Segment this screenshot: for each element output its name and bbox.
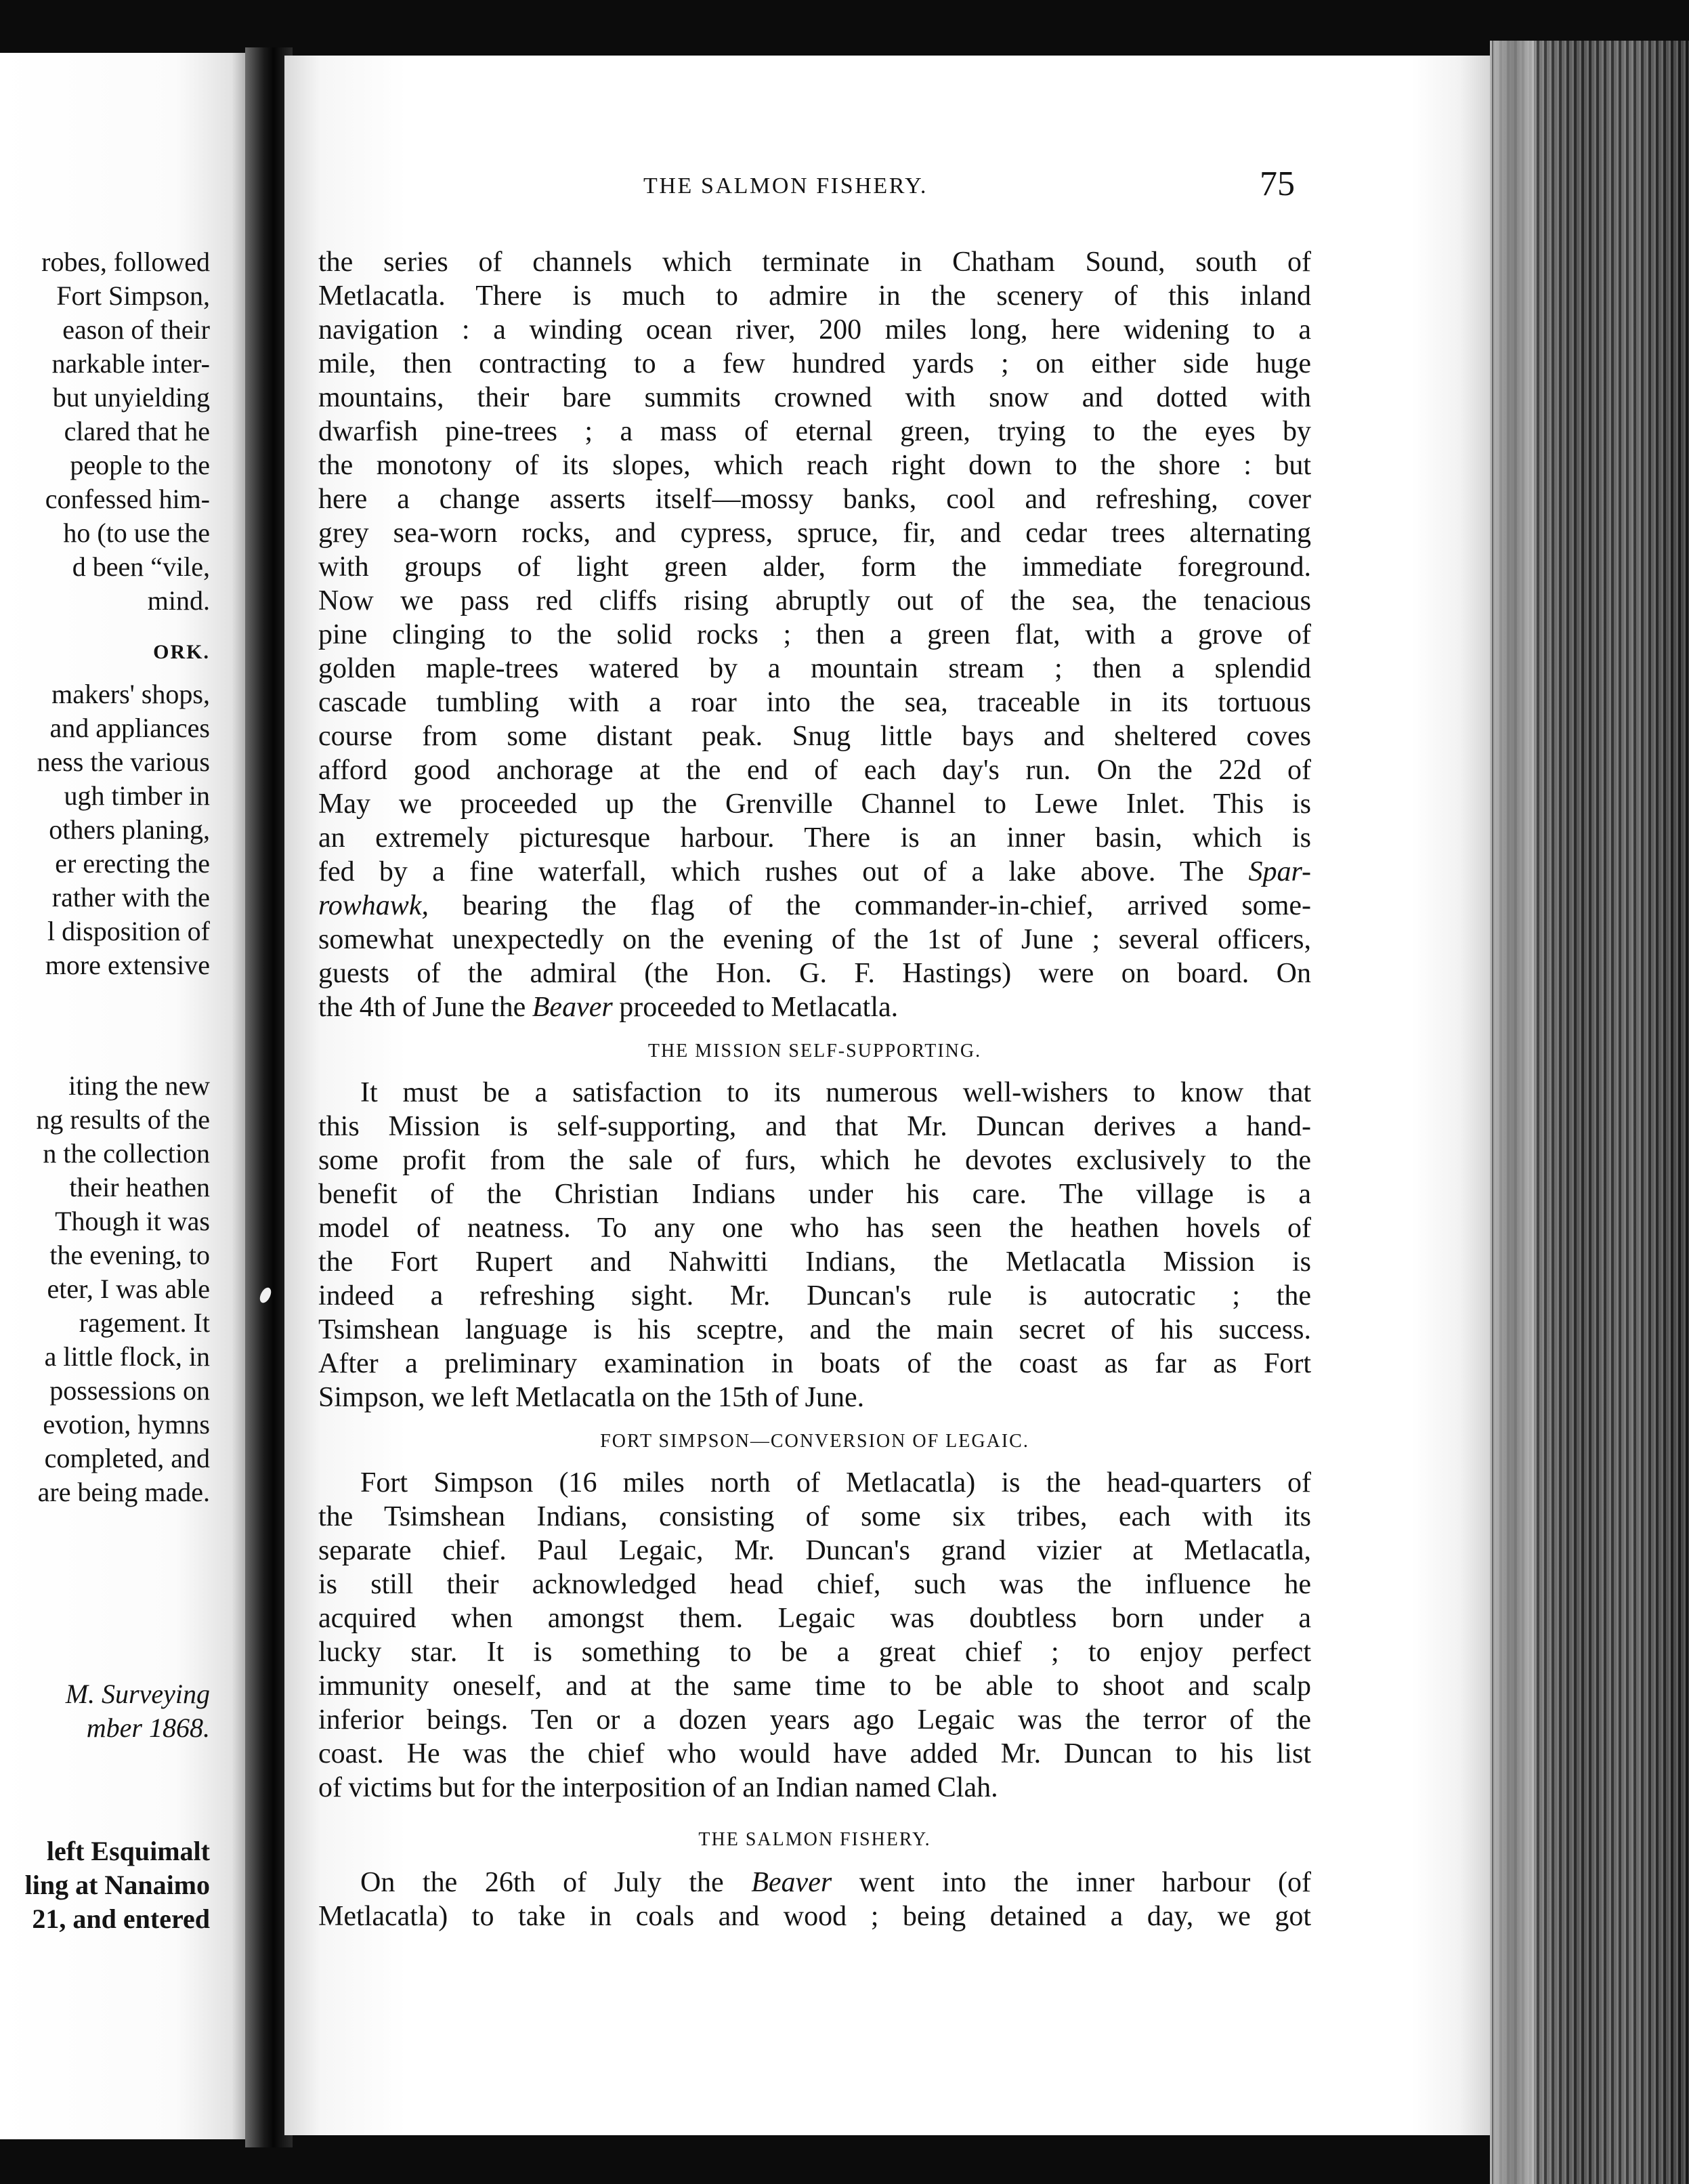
facing-page-line: and appliances <box>49 713 210 743</box>
section-heading: FORT SIMPSON—CONVERSION OF LEGAIC. <box>600 1431 1029 1452</box>
text-line: Metlacatla) to take in coals and wood ; being detained a day, we got <box>318 1901 1311 1932</box>
facing-page-line: left Esquimalt <box>46 1836 210 1866</box>
facing-page-line: ng results of the <box>36 1104 210 1135</box>
text-line: course from some distant peak. Snug little bays and sheltered coves <box>318 721 1311 752</box>
text-line: with groups of light green alder, form the immediate foreground. <box>318 551 1311 583</box>
text-line: Now we pass red cliffs rising abruptly out of the sea, the tenacious <box>318 585 1311 616</box>
facing-page-line: possessions on <box>49 1375 210 1406</box>
facing-page-line: eason of their <box>62 314 210 345</box>
text-line: an extremely picturesque harbour. There is an inner basin, which is <box>318 822 1311 854</box>
text-line: Fort Simpson (16 miles north of Metlacatla) is the head-quarters of <box>360 1467 1311 1498</box>
facing-page-line: 21, and entered <box>32 1904 210 1934</box>
text-line: mountains, their bare summits crowned with snow and dotted with <box>318 382 1311 413</box>
text-line: immunity oneself, and at the same time to be able to shoot and scalp <box>318 1671 1311 1702</box>
text-run: proceeded to Metlacatla. <box>612 992 899 1023</box>
text-run: the 4th of June the <box>318 992 532 1023</box>
text-line: acquired when amongst them. Legaic was doubtless born under a <box>318 1603 1311 1634</box>
text-line: some profit from the sale of furs, which he devotes exclusively to the <box>318 1145 1311 1176</box>
facing-page-line: a little flock, in <box>44 1341 210 1372</box>
text-line: indeed a refreshing sight. Mr. Duncan's rule is autocratic ; the <box>318 1280 1311 1311</box>
facing-page-line: ugh timber in <box>64 780 210 811</box>
facing-page-line: their heathen <box>69 1172 210 1202</box>
text-line <box>318 855 1311 889</box>
facing-page-line: confessed him- <box>45 484 210 514</box>
facing-page-line: ragement. It <box>79 1307 210 1338</box>
text-line: guests of the admiral (the Hon. G. F. Hastings) were on board. On <box>318 958 1311 989</box>
text-line: benefit of the Christian Indians under his care. The village is a <box>318 1179 1311 1210</box>
facing-page-line: are being made. <box>37 1477 210 1507</box>
text-line: cascade tumbling with a roar into the sea, traceable in its tortuous <box>318 687 1311 718</box>
facing-page-line: completed, and <box>44 1443 210 1473</box>
facing-page-line: Though it was <box>55 1206 210 1236</box>
facing-page-line: d been “vile, <box>72 551 210 582</box>
facing-page-line: ling at Nanaimo <box>24 1870 210 1900</box>
running-head: THE SALMON FISHERY. <box>643 173 928 198</box>
ship-name-italic: rowhawk, <box>318 890 429 921</box>
facing-page-line: more extensive <box>45 950 210 980</box>
text-line: lucky star. It is something to be a great chief ; to enjoy perfect <box>318 1637 1311 1668</box>
facing-page-line: makers' shops, <box>51 679 210 709</box>
facing-page-line: mind. <box>147 585 210 616</box>
text-run: bearing the flag of the commander-in-chief, arrived some- <box>428 890 1311 921</box>
facing-page-line: but unyielding <box>52 382 210 413</box>
facing-page-line: Fort Simpson, <box>56 280 210 311</box>
text-line: dwarfish pine-trees ; a mass of eternal green, trying to the eyes by <box>318 416 1311 447</box>
facing-page-line: ORK. <box>153 641 210 663</box>
facing-page-line: mber 1868. <box>86 1713 210 1743</box>
facing-page-line: evotion, hymns <box>43 1409 210 1440</box>
facing-page-line: ho (to use the <box>63 518 210 548</box>
text-line: the monotony of its slopes, which reach right down to the shore : but <box>318 450 1311 481</box>
text-line: the Fort Rupert and Nahwitti Indians, the Metlacatla Mission is <box>318 1246 1311 1278</box>
ship-name-italic: Beaver <box>532 992 613 1023</box>
facing-page-line: M. Surveying <box>65 1679 210 1709</box>
ship-name-italic: Spar- <box>1248 856 1311 887</box>
facing-page-line: rather with the <box>51 882 210 912</box>
text-line: May we proceeded up the Grenville Channel to Lewe Inlet. This is <box>318 789 1311 820</box>
facing-page-line: iting the new <box>68 1070 210 1101</box>
text-line: Simpson, we left Metlacatla on the 15th of June. <box>318 1382 865 1413</box>
text-line: coast. He was the chief who would have added Mr. Duncan to his list <box>318 1738 1311 1769</box>
text-line: Tsimshean language is his sceptre, and the main secret of his success. <box>318 1314 1311 1345</box>
text-line <box>318 889 1311 923</box>
facing-page-line: the evening, to <box>49 1240 210 1270</box>
facing-page-line: er erecting the <box>55 848 210 879</box>
page-number: 75 <box>1260 165 1295 203</box>
facing-page-line: people to the <box>70 450 210 480</box>
facing-page-line: others planing, <box>49 814 210 845</box>
section-heading: THE SALMON FISHERY. <box>698 1829 931 1850</box>
text-line: model of neatness. To any one who has seen the heathen hovels of <box>318 1213 1311 1244</box>
text-line: somewhat unexpectedly on the evening of the 1st of June ; several officers, <box>318 924 1311 955</box>
text-line: the series of channels which terminate in Chatham Sound, south of <box>318 247 1311 278</box>
text-line: navigation : a winding ocean river, 200 miles long, here widening to a <box>318 314 1311 345</box>
facing-page-line: n the collection <box>43 1138 210 1169</box>
text-line: the Tsimshean Indians, consisting of some six tribes, each with its <box>318 1501 1311 1532</box>
text-run: fed by a fine waterfall, which rushes out of a lake above. The <box>318 856 1249 887</box>
text-line: is still their acknowledged head chief, such was the influence he <box>318 1569 1311 1600</box>
text-line: After a preliminary examination in boats of the coast as far as Fort <box>318 1348 1311 1379</box>
text-line: this Mission is self-supporting, and that Mr. Duncan derives a hand- <box>318 1111 1311 1142</box>
facing-page-line: narkable inter- <box>51 348 210 379</box>
text-run: On the 26th of July the <box>360 1867 752 1898</box>
text-line: pine clinging to the solid rocks ; then a green flat, with a grove of <box>318 619 1311 650</box>
ship-name-italic: Beaver <box>751 1867 832 1898</box>
text-line: grey sea-worn rocks, and cypress, spruce, fir, and cedar trees alternating <box>318 518 1311 549</box>
text-line: of victims but for the interposition of an Indian named Clah. <box>318 1772 998 1803</box>
facing-page-line: eter, I was able <box>47 1274 210 1304</box>
section-heading: THE MISSION SELF-SUPPORTING. <box>647 1041 982 1062</box>
facing-page-line: robes, followed <box>41 247 210 277</box>
text-line: Metlacatla. There is much to admire in the scenery of this inland <box>318 280 1311 312</box>
text-line <box>318 990 1311 1024</box>
text-line: mile, then contracting to a few hundred yards ; on either side huge <box>318 348 1311 379</box>
page-edge-band <box>1493 41 1534 2184</box>
facing-page-line: clared that he <box>64 416 210 446</box>
facing-page-line: ness the various <box>37 747 210 777</box>
text-line: golden maple-trees watered by a mountain stream ; then a splendid <box>318 653 1311 684</box>
text-line: separate chief. Paul Legaic, Mr. Duncan's grand vizier at Metlacatla, <box>318 1535 1311 1566</box>
text-run: went into the inner harbour (of <box>832 1867 1311 1898</box>
facing-page-fragment <box>0 53 252 2139</box>
text-line: It must be a satisfaction to its numerous well-wishers to know that <box>360 1077 1311 1108</box>
facing-page-line: l disposition of <box>47 916 210 946</box>
text-line: inferior beings. Ten or a dozen years ago Legaic was the terror of the <box>318 1704 1311 1736</box>
text-line <box>360 1866 1311 1899</box>
text-line: afford good anchorage at the end of each day's run. On the 22d of <box>318 755 1311 786</box>
text-line: here a change asserts itself—mossy banks, cool and refreshing, cover <box>318 484 1311 515</box>
